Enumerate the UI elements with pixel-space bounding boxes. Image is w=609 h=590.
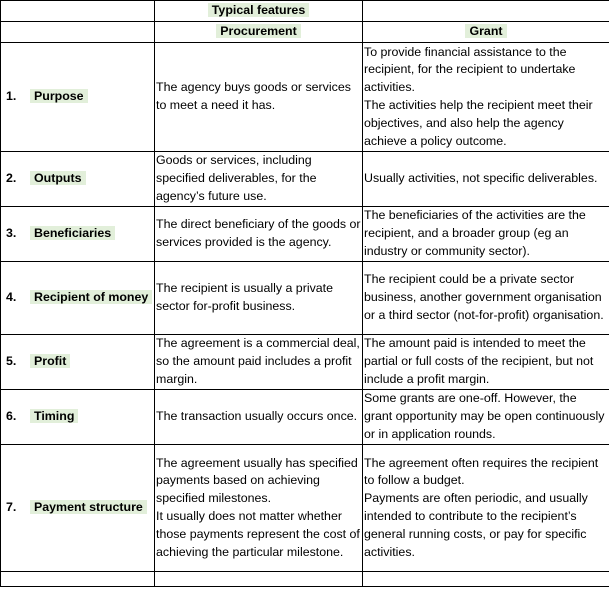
table-row [1, 262, 609, 335]
table-row [1, 207, 609, 262]
row-number: 6. [6, 409, 17, 424]
grant-cell [363, 335, 609, 390]
header-empty-cell [1, 1, 155, 22]
row-label-cell [1, 390, 155, 445]
row-label-cell [1, 207, 155, 262]
header-group-cell [155, 1, 363, 22]
grant-text: The agreement often requires the recipient to follow a budget. [364, 455, 599, 488]
procurement-cell [155, 43, 363, 152]
grant-text: The amount paid is intended to meet the partial or full costs of the recipient, but not include a profit margin. [364, 336, 594, 386]
typical-features-heading: Typical features [208, 3, 309, 17]
row-label: Beneficiaries [30, 226, 115, 240]
procurement-heading: Procurement [216, 24, 300, 38]
grant-text: Usually activities, not specific deliverables. [364, 171, 598, 186]
row-label-cell [1, 262, 155, 335]
grant-cell [363, 390, 609, 445]
empty-cell [363, 572, 609, 587]
row-label: Profit [30, 354, 70, 368]
table-row [1, 43, 609, 152]
procurement-text: The transaction usually occurs once. [156, 409, 358, 424]
row-label: Purpose [30, 89, 88, 103]
header-empty-cell [1, 22, 155, 43]
header-row-columns [1, 22, 609, 43]
empty-cell [155, 572, 363, 587]
table-row [1, 390, 609, 445]
procurement-cell [155, 445, 363, 572]
grant-cell [363, 43, 609, 152]
table-row-continuation [1, 572, 609, 587]
grant-cell [363, 207, 609, 262]
header-row-group [1, 1, 609, 22]
procurement-cell [155, 390, 363, 445]
row-label: Outputs [30, 171, 86, 185]
procurement-text: The agency buys goods or services to meet a need it has. [156, 80, 351, 112]
grant-cell [363, 262, 609, 335]
procurement-text: The direct beneficiary of the goods or services provided is the agency. [156, 217, 361, 249]
procurement-cell [155, 207, 363, 262]
row-label-cell [1, 152, 155, 207]
grant-text: Payments are often periodic, and usually intended to contribute to the recipient’s general running costs, or pay for specific activities. [364, 491, 588, 559]
procurement-text: Goods or services, including specified deliverables, for the agency’s future use. [156, 153, 317, 203]
grant-text: Some grants are one-off. However, the grant opportunity may be open continuously or in application rounds. [364, 391, 605, 441]
table-row [1, 152, 609, 207]
row-number: 3. [6, 226, 17, 241]
procurement-cell [155, 152, 363, 207]
table-row [1, 335, 609, 390]
procurement-text: The recipient is usually a private sector for-profit business. [156, 281, 333, 313]
grant-header-cell [363, 22, 609, 43]
grant-cell [363, 152, 609, 207]
procurement-cell [155, 335, 363, 390]
row-label: Payment structure [30, 500, 147, 514]
row-label-cell [1, 445, 155, 572]
row-label-cell [1, 335, 155, 390]
row-number: 2. [6, 171, 17, 186]
procurement-text: It usually does not matter whether those payments represent the cost of achieving the particular milestone. [156, 509, 360, 559]
grant-text: To provide financial assistance to the recipient, for the recipient to undertake activities. [364, 44, 576, 95]
grant-text: The beneficiaries of the activities are the recipient, and a broader group (eg an industry or community sector). [364, 208, 586, 258]
procurement-cell [155, 262, 363, 335]
row-number: 5. [6, 354, 17, 369]
grant-heading: Grant [465, 24, 506, 38]
procurement-text: The agreement usually has specified payments based on achieving specified milestones. [156, 455, 358, 506]
row-label: Recipient of money [30, 290, 152, 304]
grant-text: The activities help the recipient meet their objectives, and also help the agency achieve a policy outcome. [364, 98, 593, 148]
table-row [1, 445, 609, 572]
grant-text: The recipient could be a private sector business, another government organisation or a third sector (not-for-profit) organisation. [364, 272, 604, 322]
row-label: Timing [30, 409, 78, 423]
row-number: 1. [6, 89, 17, 104]
grant-cell [363, 445, 609, 572]
row-label-cell [1, 43, 155, 152]
empty-cell [1, 572, 155, 587]
procurement-header-cell [155, 22, 363, 43]
procurement-text: The agreement is a commercial deal, so the amount paid includes a profit margin. [156, 336, 360, 386]
row-number: 7. [6, 500, 17, 515]
header-empty-cell [363, 1, 609, 22]
row-number: 4. [6, 290, 17, 305]
